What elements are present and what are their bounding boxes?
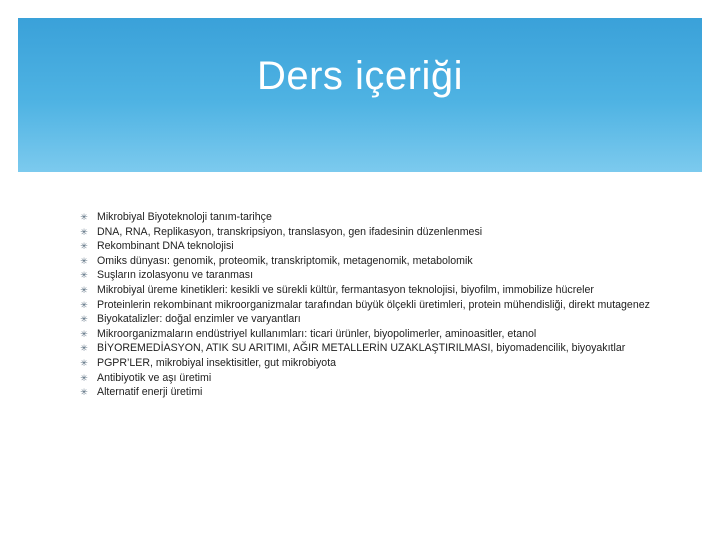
asterisk-bullet-icon: ✳ [80, 299, 88, 310]
asterisk-bullet-icon: ✳ [80, 357, 88, 368]
bullet-list [78, 210, 678, 400]
asterisk-bullet-icon: ✳ [80, 372, 88, 383]
asterisk-bullet-icon: ✳ [80, 314, 88, 325]
asterisk-bullet-icon: ✳ [80, 387, 88, 398]
bullet-item [78, 371, 678, 386]
asterisk-bullet-icon: ✳ [80, 226, 88, 237]
asterisk-bullet-icon: ✳ [80, 255, 88, 266]
bullet-item [78, 312, 678, 327]
asterisk-bullet-icon: ✳ [80, 284, 88, 295]
bullet-item [78, 298, 678, 313]
asterisk-bullet-icon: ✳ [80, 343, 88, 354]
bullet-text: Antibiyotik ve aşı üretimi [97, 371, 212, 384]
bullet-item [78, 239, 678, 254]
slide-title: Ders içeriği [256, 54, 464, 98]
content-area [78, 210, 678, 400]
bullet-item [78, 341, 678, 356]
bullet-item [78, 254, 678, 269]
asterisk-bullet-icon: ✳ [80, 241, 88, 252]
bullet-text: Biyokatalizler: doğal enzimler ve varyantları [97, 313, 301, 326]
bullet-text: Suşların izolasyonu ve taranması [97, 269, 254, 282]
bullet-item [78, 385, 678, 400]
bullet-text: DNA, RNA, Replikasyon, transkripsiyon, translasyon, gen ifadesinin düzenlenmesi [97, 225, 483, 238]
bullet-item [78, 210, 678, 225]
title-banner [18, 18, 702, 172]
bullet-item [78, 283, 678, 298]
bullet-text: PGPR’LER, mikrobiyal insektisitler, gut mikrobiyota [97, 356, 337, 369]
bullet-text: Alternatif enerji üretimi [97, 386, 203, 399]
bullet-item [78, 356, 678, 371]
bullet-item [78, 225, 678, 240]
bullet-text: Mikrobiyal üreme kinetikleri: kesikli ve sürekli kültür, fermantasyon teknolojisi, biyofilm, immobilize hücreler [97, 283, 594, 296]
bullet-text: Proteinlerin rekombinant mikroorganizmalar tarafından büyük ölçekli üretimleri, protein mühendisliği, direkt mutagenez [97, 298, 650, 311]
bullet-text: Mikroorganizmaların endüstriyel kullanımları: ticari ürünler, biyopolimerler, aminoasitler, etanol [97, 327, 537, 340]
bullet-text: BİYOREMEDİASYON, ATIK SU ARITIMI, AĞIR METALLERİN UZAKLAŞTIRILMASI, biyomadencilik, biyoyakıtlar [97, 342, 626, 355]
asterisk-bullet-icon: ✳ [80, 270, 88, 281]
bullet-item [78, 268, 678, 283]
bullet-text: Rekombinant DNA teknolojisi [97, 240, 234, 253]
asterisk-bullet-icon: ✳ [80, 328, 88, 339]
bullet-text: Omiks dünyası: genomik, proteomik, transkriptomik, metagenomik, metabolomik [97, 254, 473, 267]
asterisk-bullet-icon: ✳ [80, 212, 88, 222]
bullet-text: Mikrobiyal Biyoteknoloji tanım-tarihçe [97, 211, 272, 223]
bullet-item [78, 327, 678, 342]
